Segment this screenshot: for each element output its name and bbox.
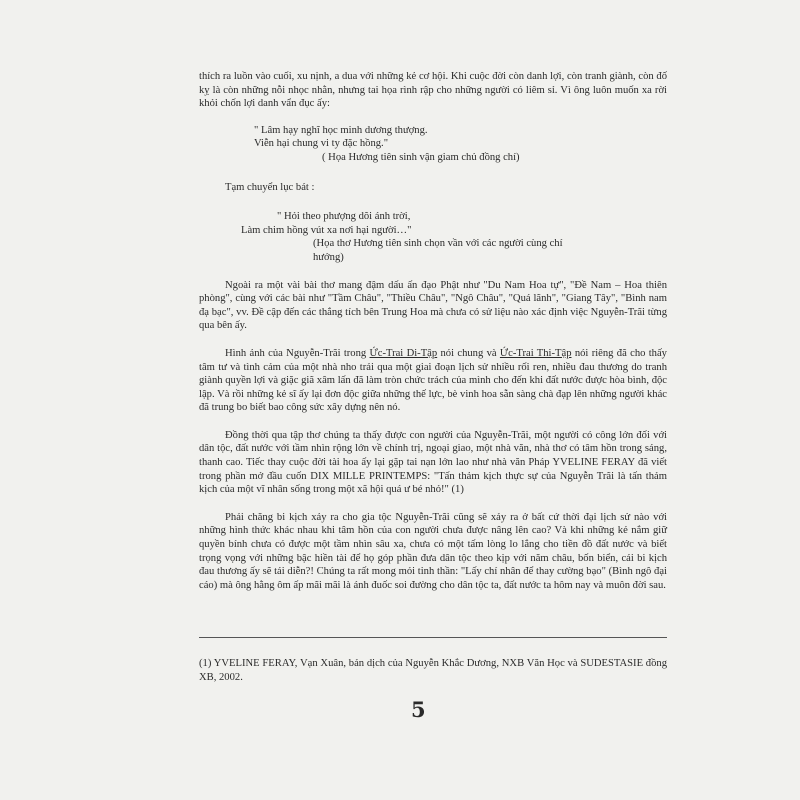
paragraph-4: Đồng thời qua tập thơ chúng ta thấy được con người của Nguyễn-Trãi, một người có công lớn đối với dân tộc, đất nước với tầm nhìn rộng lớn về chính trị, ngoại giao, một nhà văn, nhà thơ có tâm hồn trong sáng, thanh cao. Tiếc thay cuộc đời tài hoa ấy lại gặp tai nạn lớn lao như nhà văn Pháp YVELINE FERAY đã viết trong phần mở đầu cuốn DIX MILLE PRINTEMPS: "Tấn thảm kịch thực sự của Nguyễn Trãi là tấn thảm kịch của một vĩ nhân sống trong một xã hội quá ư bé nhỏ!" (1) (199, 429, 667, 496)
transition-line: Tạm chuyển lục bát : (225, 181, 315, 193)
footnote-text: (1) YVELINE FERAY, Vạn Xuân, bản dịch của Nguyễn Khắc Dương, NXB Văn Học và SUDESTASIE đồng XB, 2002. (199, 658, 667, 683)
body-text (199, 70, 667, 592)
verse-2-line-2: Làm chim hồng vút xa nơi hại người…" (241, 224, 412, 236)
verse-1-citation: ( Họa Hương tiên sinh vận giam chủ đồng chí) (322, 151, 520, 163)
paragraph-1: thích ra luồn vào cuối, xu nịnh, a dua với những kẻ cơ hội. Khi cuộc đời còn danh lợi, còn tranh giành, còn đố kỵ là còn những nỗi nhọc nhằn, nhưng tai họa rình rập cho những người có liêm sỉ. Vì ông luôn muốn xa rời khỏi chốn lợi danh vẩn đục ấy: (199, 71, 667, 110)
book-title-uc-trai-di-tap: Ức-Trai Di-Tập (369, 347, 438, 359)
paragraph-2: Ngoài ra một vài bài thơ mang đậm dấu ấn đạo Phật như "Du Nam Hoa tự", "Đề Nam – Hoa thiên phòng", cùng với các bài như "Tầm Châu", "Thiều Châu", "Ngô Châu", "Quá lãnh", "Giang Tây", "Bình nam đạ bạc", vv. Đề cập đến các thắng tích bên Trung Hoa mà chưa có sử liệu nào xác định việc Nguyễn-Trãi từng qua bên ấy. (199, 279, 667, 332)
verse-1 (199, 124, 667, 165)
paragraph-5: Phải chăng bi kịch xảy ra cho gia tộc Nguyễn-Trãi cũng sẽ xảy ra ở bất cứ thời đại lịch sử nào với những hình thức khác nhau khi tâm hồn của con người chưa được nâng lên cao? Và khi những kẻ nắm giữ quyền bính chưa có được một tầm nhìn sâu xa, chưa có một tấm lòng lo lắng cho tiền đồ đất nước và biết trọng vọng với những bậc hiền tài để họ góp phần đưa dân tộc theo kịp với năm châu, bốn biển, cái bi kịch đau thương ấy sẽ tái diễn?! Chúng ta rất mong mỏi tinh thần: "Lấy chí nhân để thay cường bạo" (Bình ngô đại cáo) mà ông hằng ôm ấp mãi mãi là ánh đuốc soi đường cho dân tộc ta, đất nước ta hôm nay và muôn đời sau. (199, 511, 667, 591)
book-title-uc-trai-thi-tap: Ức-Trai Thi-Tập (499, 347, 572, 359)
page-number: 5 (411, 697, 426, 722)
p3-text-a: Hình ảnh của Nguyễn-Trãi trong (225, 347, 370, 359)
verse-2-citation-2: hướng) (313, 251, 344, 263)
paragraph-3 (199, 347, 667, 415)
verse-2 (199, 210, 667, 264)
verse-1-line-2: Viễn hại chung vi ty đặc hồng." (254, 138, 389, 150)
p3-text-b: nói chung và (437, 347, 500, 359)
p3-text-c: nói riêng đã cho thấy tâm tư và tình cảm của một nhà nho trải qua một giai đoạn lịch sử nhiều rối ren, nhiều đau thương do tranh giành quyền lợi và giặc giã xâm lấn đã làm tròn chức trách của mình cho đến khi đất nước được hòa bình, độc lập. Và rồi những kẻ sĩ ấy lại đơn độc giữa những thế lực, bè vinh hoa sẵn sàng chà đạp lên những người khác đã trung bo biết bao công sức xây dựng nên nó. (199, 347, 667, 414)
verse-2-line-1: " Hỏi theo phượng dõi ánh trời, (277, 211, 411, 223)
verse-2-citation-1: (Họa thơ Hương tiên sinh chọn vần với các người cùng chí (313, 238, 563, 250)
footnote-separator (199, 637, 667, 638)
footnote (199, 657, 667, 685)
verse-1-line-1: " Lâm hạy nghĩ học minh dương thượng. (254, 124, 428, 136)
